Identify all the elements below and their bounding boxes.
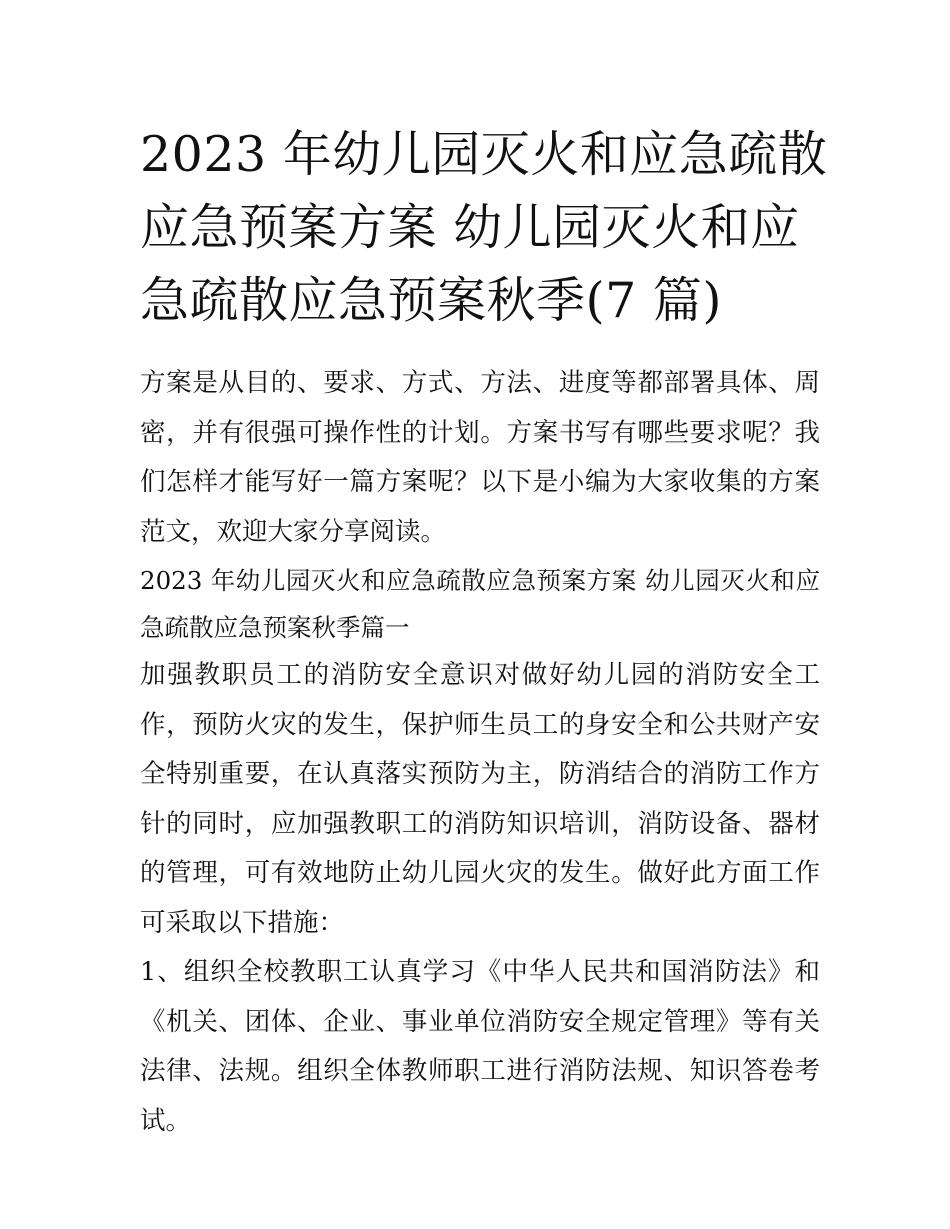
list-item-1: 1、组织全校教职工认真学习《中华人民共和国消防法》和《机关、团体、企业、事业单位消防安全规定管理》等有关法律、法规。组织全体教师职工进行消防法规、知识答卷考试。 bbox=[140, 957, 820, 1136]
intro-paragraph: 方案是从目的、要求、方式、方法、进度等都部署具体、周密，并有很强可操作性的计划。方案书写有哪些要求呢？我们怎样才能写好一篇方案呢？以下是小编为大家收集的方案范文，欢迎大家分享阅读。 bbox=[140, 368, 820, 547]
document-body bbox=[140, 118, 828, 1146]
document-title bbox=[140, 118, 828, 337]
title-line-1: 2023 年幼儿园灭火和应急疏散 bbox=[140, 126, 828, 183]
title-line-3: 急疏散应急预案秋季(7 篇) bbox=[140, 272, 722, 329]
section-heading: 2023 年幼儿园灭火和应急疏散应急预案方案 幼儿园灭火和应急疏散应急预案秋季篇一 bbox=[140, 566, 820, 642]
body-paragraph: 加强教职员工的消防安全意识对做好幼儿园的消防安全工作，预防火灾的发生，保护师生员工的身安全和公共财产安全特别重要，在认真落实预防为主，防消结合的消防工作方针的同时，应加强教职工的消防知识培训，消防设备、器材的管理，可有效地防止幼儿园火灾的发生。做好此方面工作可采取以下措施： bbox=[140, 660, 820, 938]
title-line-2: 应急预案方案 幼儿园灭火和应 bbox=[140, 199, 800, 256]
